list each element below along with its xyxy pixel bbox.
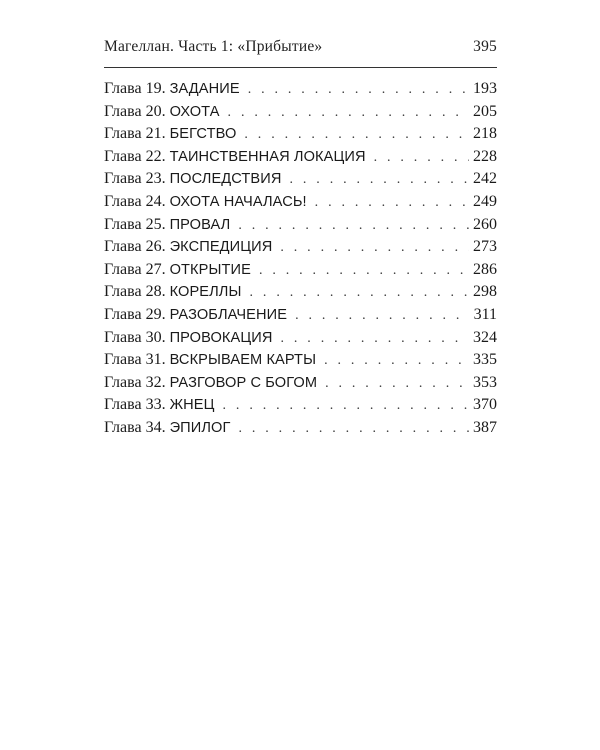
chapter-title: ЭКСПЕДИЦИЯ <box>169 239 273 256</box>
toc-entry[interactable] <box>104 123 497 146</box>
chapter-page-number: 242 <box>473 170 497 188</box>
chapter-title: КОРЕЛЛЫ <box>169 284 242 301</box>
toc-entry[interactable] <box>104 101 497 124</box>
dot-leader <box>325 373 469 396</box>
toc-entry[interactable] <box>104 214 497 237</box>
chapter-title: ОТКРЫТИЕ <box>169 261 251 278</box>
toc-entry[interactable] <box>104 304 497 327</box>
dot-leader <box>228 102 469 125</box>
chapter-title: ЖНЕЦ <box>169 397 215 414</box>
toc-entry[interactable] <box>104 191 497 214</box>
chapter-page-number: 311 <box>473 305 497 323</box>
chapter-title: БЕГСТВО <box>169 126 237 143</box>
toc-entry[interactable] <box>104 236 497 259</box>
toc-entry[interactable] <box>104 394 497 417</box>
toc-entry[interactable] <box>104 372 497 395</box>
chapter-prefix: Глава 19. <box>104 80 166 97</box>
chapter-title: ОХОТА НАЧАЛАСЬ! <box>169 193 307 210</box>
chapter-page-number: 286 <box>473 260 497 278</box>
chapter-prefix: Глава 34. <box>104 418 166 436</box>
chapter-page-number: 260 <box>473 215 497 233</box>
chapter-title: ПРОВОКАЦИЯ <box>169 329 273 346</box>
dot-leader <box>238 215 469 238</box>
toc-entry[interactable] <box>104 349 497 372</box>
chapter-prefix: Глава 21. <box>104 125 166 143</box>
chapter-prefix: Глава 33. <box>104 396 166 414</box>
chapter-title: ОХОТА <box>169 103 220 120</box>
dot-leader <box>324 350 469 373</box>
header-rule <box>104 67 497 68</box>
chapter-prefix: Глава 26. <box>104 238 166 256</box>
chapter-page-number: 273 <box>473 238 497 256</box>
dot-leader <box>280 237 469 260</box>
toc-entry[interactable] <box>104 259 497 282</box>
chapter-prefix: Глава 20. <box>104 102 166 120</box>
chapter-prefix: Глава 29. <box>104 305 166 323</box>
chapter-page-number: 228 <box>473 147 497 165</box>
chapter-title: ЗАДАНИЕ <box>169 81 240 97</box>
toc-entry[interactable] <box>104 78 497 101</box>
dot-leader <box>374 147 469 170</box>
chapter-page-number: 298 <box>473 283 497 301</box>
dot-leader <box>250 282 469 305</box>
chapter-prefix: Глава 30. <box>104 328 166 346</box>
chapter-page-number: 218 <box>473 125 497 143</box>
chapter-title: ТАИНСТВЕННАЯ ЛОКАЦИЯ <box>169 148 366 165</box>
chapter-prefix: Глава 23. <box>104 170 166 188</box>
chapter-page-number: 249 <box>473 192 497 210</box>
chapter-page-number: 353 <box>473 373 497 391</box>
page-number: 395 <box>473 38 497 55</box>
toc-entry[interactable] <box>104 327 497 350</box>
chapter-title: ПОСЛЕДСТВИЯ <box>169 171 282 188</box>
chapter-page-number: 193 <box>473 80 497 97</box>
dot-leader <box>295 305 470 328</box>
dot-leader <box>281 328 470 351</box>
dot-leader <box>238 418 469 441</box>
chapter-page-number: 370 <box>473 396 497 414</box>
table-of-contents <box>104 78 497 440</box>
dot-leader <box>290 169 470 192</box>
running-title: Магеллан. Часть 1: «Прибытие» <box>104 38 323 55</box>
chapter-prefix: Глава 24. <box>104 192 166 210</box>
chapter-prefix: Глава 31. <box>104 351 166 369</box>
dot-leader <box>248 79 469 102</box>
chapter-title: РАЗОБЛАЧЕНИЕ <box>169 306 288 323</box>
dot-leader <box>315 192 469 215</box>
toc-entry[interactable] <box>104 168 497 191</box>
chapter-title: ВСКРЫВАЕМ КАРТЫ <box>169 352 317 369</box>
dot-leader <box>244 124 469 147</box>
toc-entry[interactable] <box>104 281 497 304</box>
chapter-title: ПРОВАЛ <box>169 216 231 233</box>
chapter-prefix: Глава 22. <box>104 147 166 165</box>
chapter-prefix: Глава 32. <box>104 373 166 391</box>
toc-entry[interactable] <box>104 146 497 169</box>
chapter-title: РАЗГОВОР С БОГОМ <box>169 374 318 391</box>
chapter-prefix: Глава 28. <box>104 283 166 301</box>
chapter-page-number: 205 <box>473 102 497 120</box>
chapter-prefix: Глава 27. <box>104 260 166 278</box>
dot-leader <box>223 395 469 418</box>
running-head <box>104 38 497 62</box>
chapter-page-number: 387 <box>473 418 497 436</box>
chapter-page-number: 335 <box>473 351 497 369</box>
chapter-page-number: 324 <box>473 328 497 346</box>
chapter-title: ЭПИЛОГ <box>169 419 231 436</box>
toc-entry[interactable] <box>104 417 497 440</box>
chapter-prefix: Глава 25. <box>104 215 166 233</box>
dot-leader <box>259 260 469 283</box>
